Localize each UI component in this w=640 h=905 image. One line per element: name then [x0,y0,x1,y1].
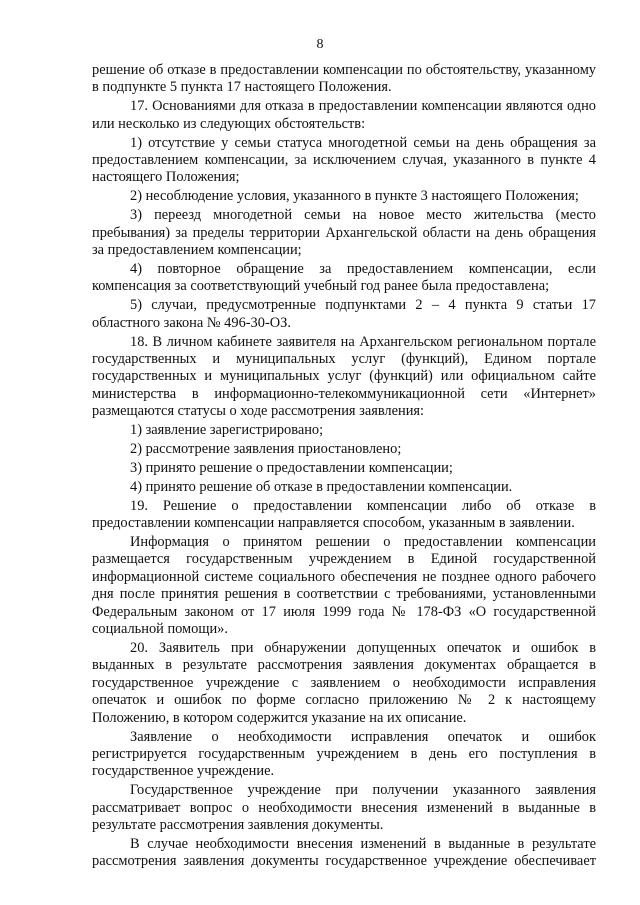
paragraph-17: 17. Основаниями для отказа в предоставлении компенсации являются одно или несколько из следующих обстоятельств: [92,98,596,132]
paragraph-18-item-4: 4) принято решение об отказе в предоставлении компенсации. [130,478,513,495]
paragraph-continuation: решение об отказе в предоставлении компенсации по обстоятельству, указанному в подпункте 5 пункта 17 настоящего Положения. [92,62,596,96]
page-number: 8 [316,37,324,52]
paragraph-18: 18. В личном кабинете заявителя на Архангельском региональном портале государственных и муниципальных услуг (функций), Едином портале государственных и муниципальных услуг (функций) или официальном сайте министерства в информационно-телекоммуникационной сети «Интернет» размещаются статусы о ходе рассмотрения заявления: [92,333,596,420]
paragraph-17-item-2: 2) несоблюдение условия, указанного в пункте 3 настоящего Положения; [130,188,579,205]
paragraph-20-registration: Заявление о необходимости исправления опечаток и ошибок регистрируется государственным учреждением в день его поступления в государственное учреждение. [92,728,596,780]
paragraph-17-item-3: 3) переезд многодетной семьи на новое место жительства (место пребывания) за пределы территории Архангельской области на день обращения за предоставлением компенсации; [92,207,596,259]
paragraph-20-review: Государственное учреждение при получении указанного заявления рассматривает вопрос о необходимости внесения изменений в выданные в результате рассмотрения заявления документы. [92,782,596,834]
paragraph-20-changes: В случае необходимости внесения изменений в выданные в результате рассмотрения заявления документы государственное учреждение обеспечивает [92,835,596,870]
paragraph-20: 20. Заявитель при обнаружении допущенных опечаток и ошибок в выданных в результате рассмотрения заявления документах обращается в государственное учреждение с заявлением о необходимости исправления опечаток и ошибок по форме согласно приложению № 2 к настоящему Положению, в котором содержится указание на их описание. [92,640,596,726]
paragraph-19: 19. Решение о предоставлении компенсации либо об отказе в предоставлении компенсации направляется способом, указанным в заявлении. [92,497,596,532]
paragraph-18-item-3: 3) принято решение о предоставлении компенсации; [130,459,453,476]
paragraph-17-item-5: 5) случаи, предусмотренные подпунктами 2 – 4 пункта 9 статьи 17 областного закона № 496-30-ОЗ. [92,297,596,331]
paragraph-17-item-1: 1) отсутствие у семьи статуса многодетной семьи на день обращения за предоставлением компенсации, за исключением случая, указанного в пункте 4 настоящего Положения; [92,134,596,186]
document-body [92,62,596,872]
paragraph-19-info: Информация о принятом решении о предоставлении компенсации размещается государственным учреждением в Единой государственной информационной системе социального обеспечения не позднее одного рабочего дня после принятия решения в соответствии с требованиями, установленными Федеральным законом от 17 июля 1999 года № 178-ФЗ «О государственной социальной помощи». [92,534,596,638]
paragraph-18-item-1: 1) заявление зарегистрировано; [130,422,324,439]
paragraph-18-item-2: 2) рассмотрение заявления приостановлено; [130,441,402,458]
paragraph-17-item-4: 4) повторное обращение за предоставлением компенсации, если компенсация за соответствующий учебный год ранее была предоставлена; [92,260,596,295]
